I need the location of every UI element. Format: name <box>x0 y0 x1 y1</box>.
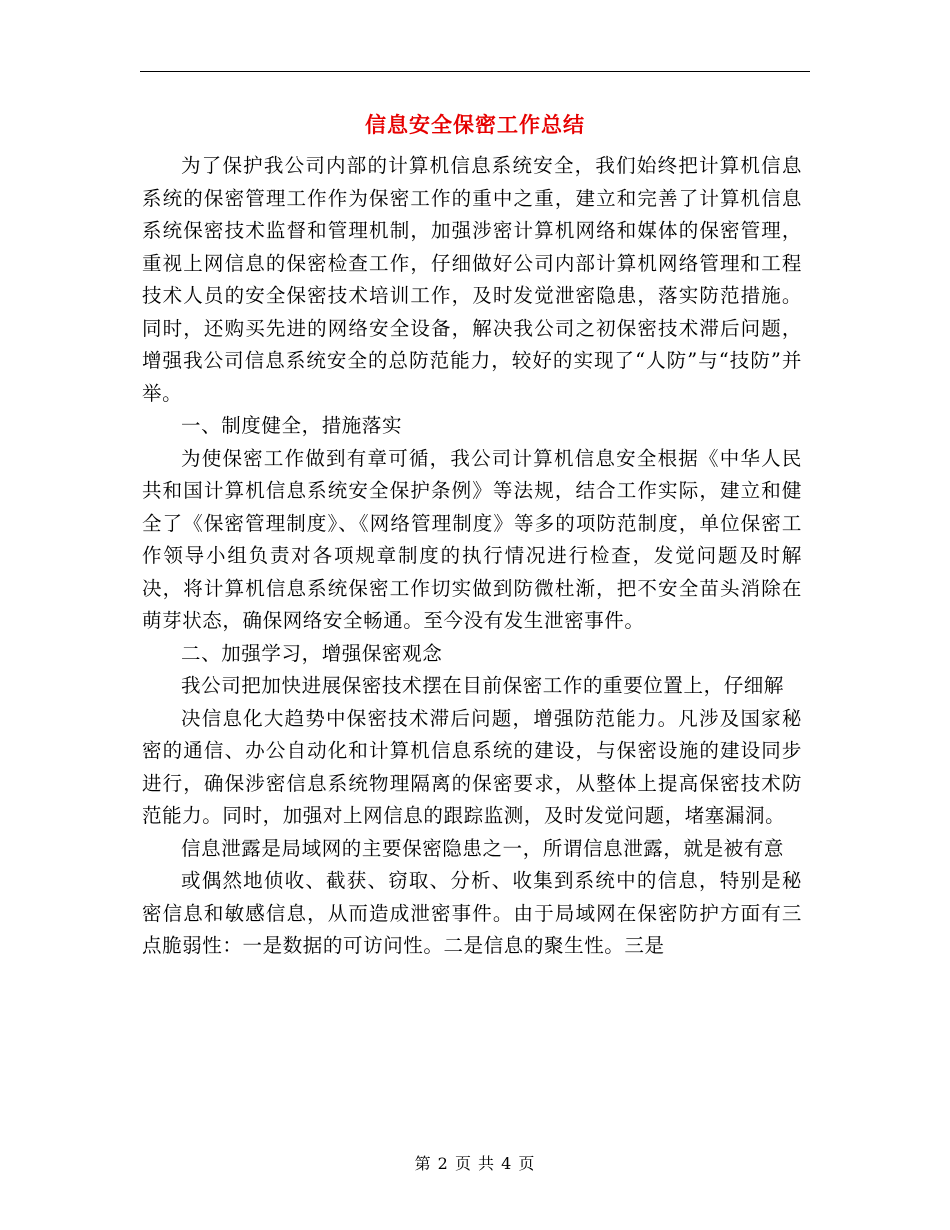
section-2-paragraph-d: 或偶然地侦收、截获、窃取、分析、收集到系统中的信息，特别是秘密信息和敏感信息，从而造成泄密事件。由于局域网在保密防护方面有三点脆弱性：一是数据的可访问性。二是信息的聚生性。三是 <box>142 869 802 957</box>
section-heading-2: 二、加强学习，增强保密观念 <box>181 641 443 665</box>
page-number-footer: 第 2 页 共 4 页 <box>414 1154 536 1173</box>
section-1-paragraph: 为使保密工作做到有章可循，我公司计算机信息安全根据《中华人民共和国计算机信息系统安全保护条例》等法规，结合工作实际，建立和健全了《保密管理制度》、《网络管理制度》等多的项防范制度，单位保密工作领导小组负责对各项规章制度的执行情况进行检查，发觉问题及时解决，将计算机信息系统保密工作切实做到防微杜渐，把不安全苗头消除在萌芽状态，确保网络安全畅通。至今没有发生泄密事件。 <box>142 446 802 632</box>
document-body <box>142 150 802 963</box>
section-2-paragraph-a: 我公司把加快进展保密技术摆在目前保密工作的重要位置上，仔细解 <box>181 674 785 697</box>
section-heading-1: 一、制度健全，措施落实 <box>181 414 403 437</box>
section-2-paragraph-c: 信息泄露是局域网的主要保密隐患之一，所谓信息泄露，就是被有意 <box>181 836 785 860</box>
document-title: 信息安全保密工作总结 <box>365 112 585 137</box>
section-2-paragraph-b: 决信息化大趋势中保密技术滞后问题，增强防范能力。凡涉及国家秘密的通信、办公自动化和计算机信息系统的建设，与保密设施的建设同步进行，确保涉密信息系统物理隔离的保密要求，从整体上提高保密技术防范能力。同时，加强对上网信息的跟踪监测，及时发觉问题，堵塞漏洞。 <box>142 706 802 827</box>
header-rule <box>140 71 810 72</box>
intro-paragraph: 为了保护我公司内部的计算机信息系统安全，我们始终把计算机信息系统的保密管理工作作为保密工作的重中之重，建立和完善了计算机信息系统保密技术监督和管理机制，加强涉密计算机网络和媒体的保密管理，重视上网信息的保密检查工作，仔细做好公司内部计算机网络管理和工程技术人员的安全保密技术培训工作，及时发觉泄密隐患，落实防范措施。同时，还购买先进的网络安全设备，解决我公司之初保密技术滞后问题，增强我公司信息系统安全的总防范能力，较好的实现了“人防”与“技防”并举。 <box>142 154 802 405</box>
